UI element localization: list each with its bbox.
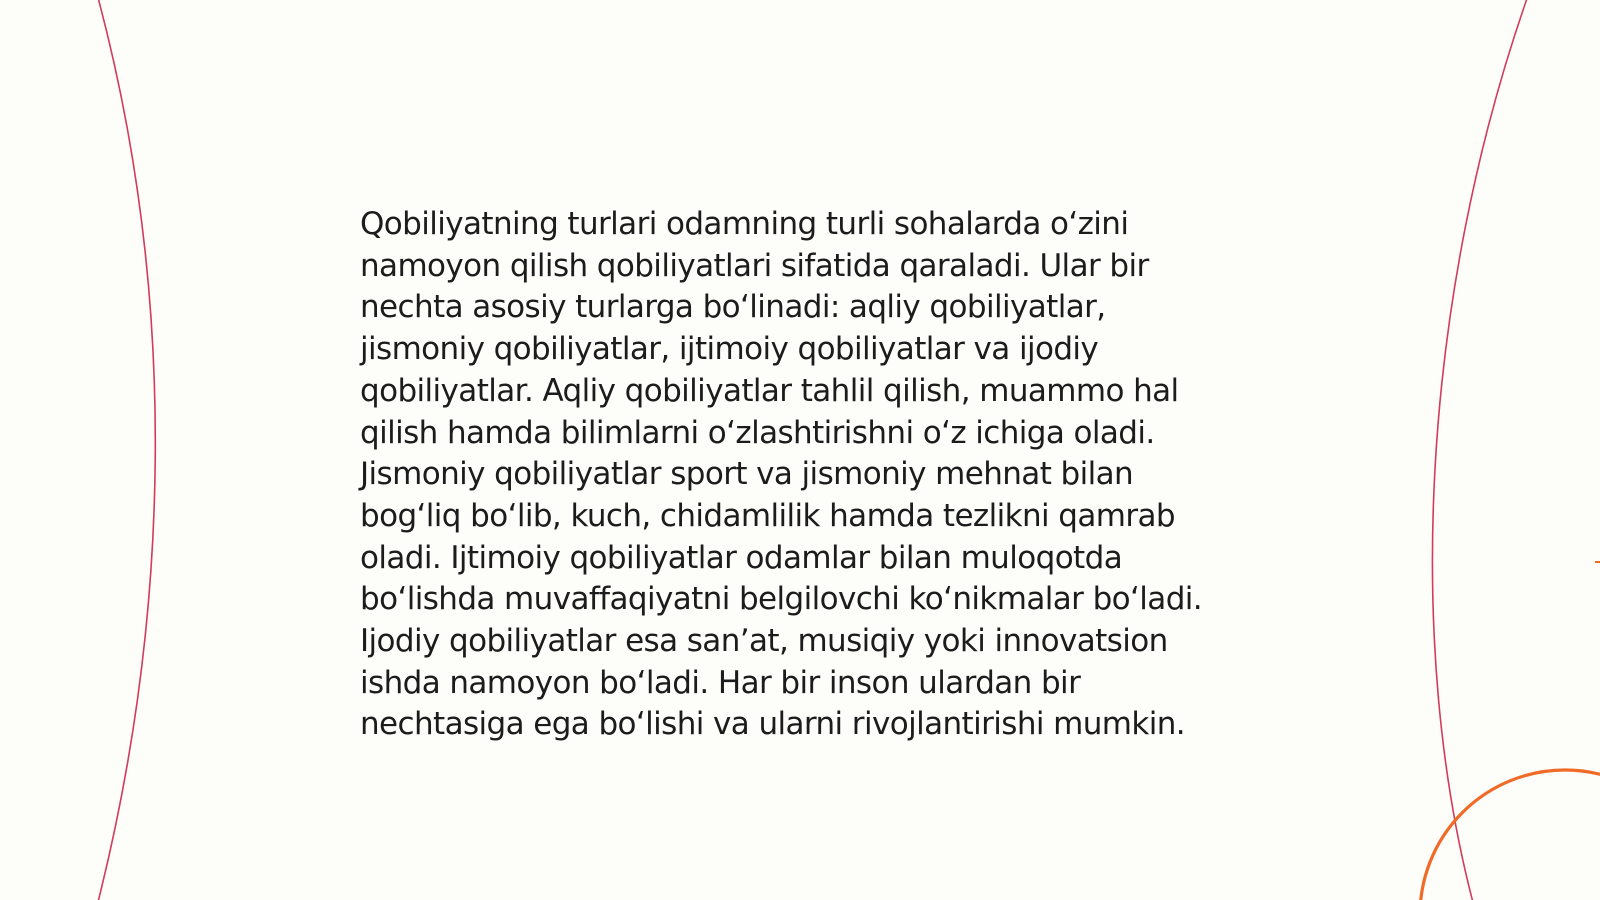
orange-arc-decoration [1420, 770, 1600, 900]
left-curve-line [96, 0, 155, 900]
body-paragraph: Qobiliyatning turlari odamning turli sohalarda o‘zini namoyon qilish qobiliyatlari sifatida qaraladi. Ular bir nechta asosiy turlarga bo‘linadi: aqliy qobiliyatlar, jismoniy qobiliyatlar, ijtimoiy qobiliyatlar va ijodiy qobiliyatlar. Aqliy qobiliyatlar tahlil qilish, muammo hal qilish hamda bilimlarni o‘zlashtirishni o‘z ichiga oladi. Jismoniy qobiliyatlar sport va jismoniy mehnat bilan bog‘liq bo‘lib, kuch, chidamlilik hamda tezlikni qamrab oladi. Ijtimoiy qobiliyatlar odamlar bilan muloqotda bo‘lishda muvaffaqiyatni belgilovchi ko‘nikmalar bo‘ladi. Ijodiy qobiliyatlar esa san’at, musiqiy yoki innovatsion ishda namoyon bo‘ladi. Har bir inson ulardan bir nechtasiga ega bo‘lishi va ularni rivojlantirishi mumkin. [360, 206, 1203, 743]
right-curve-line [1432, 0, 1530, 900]
